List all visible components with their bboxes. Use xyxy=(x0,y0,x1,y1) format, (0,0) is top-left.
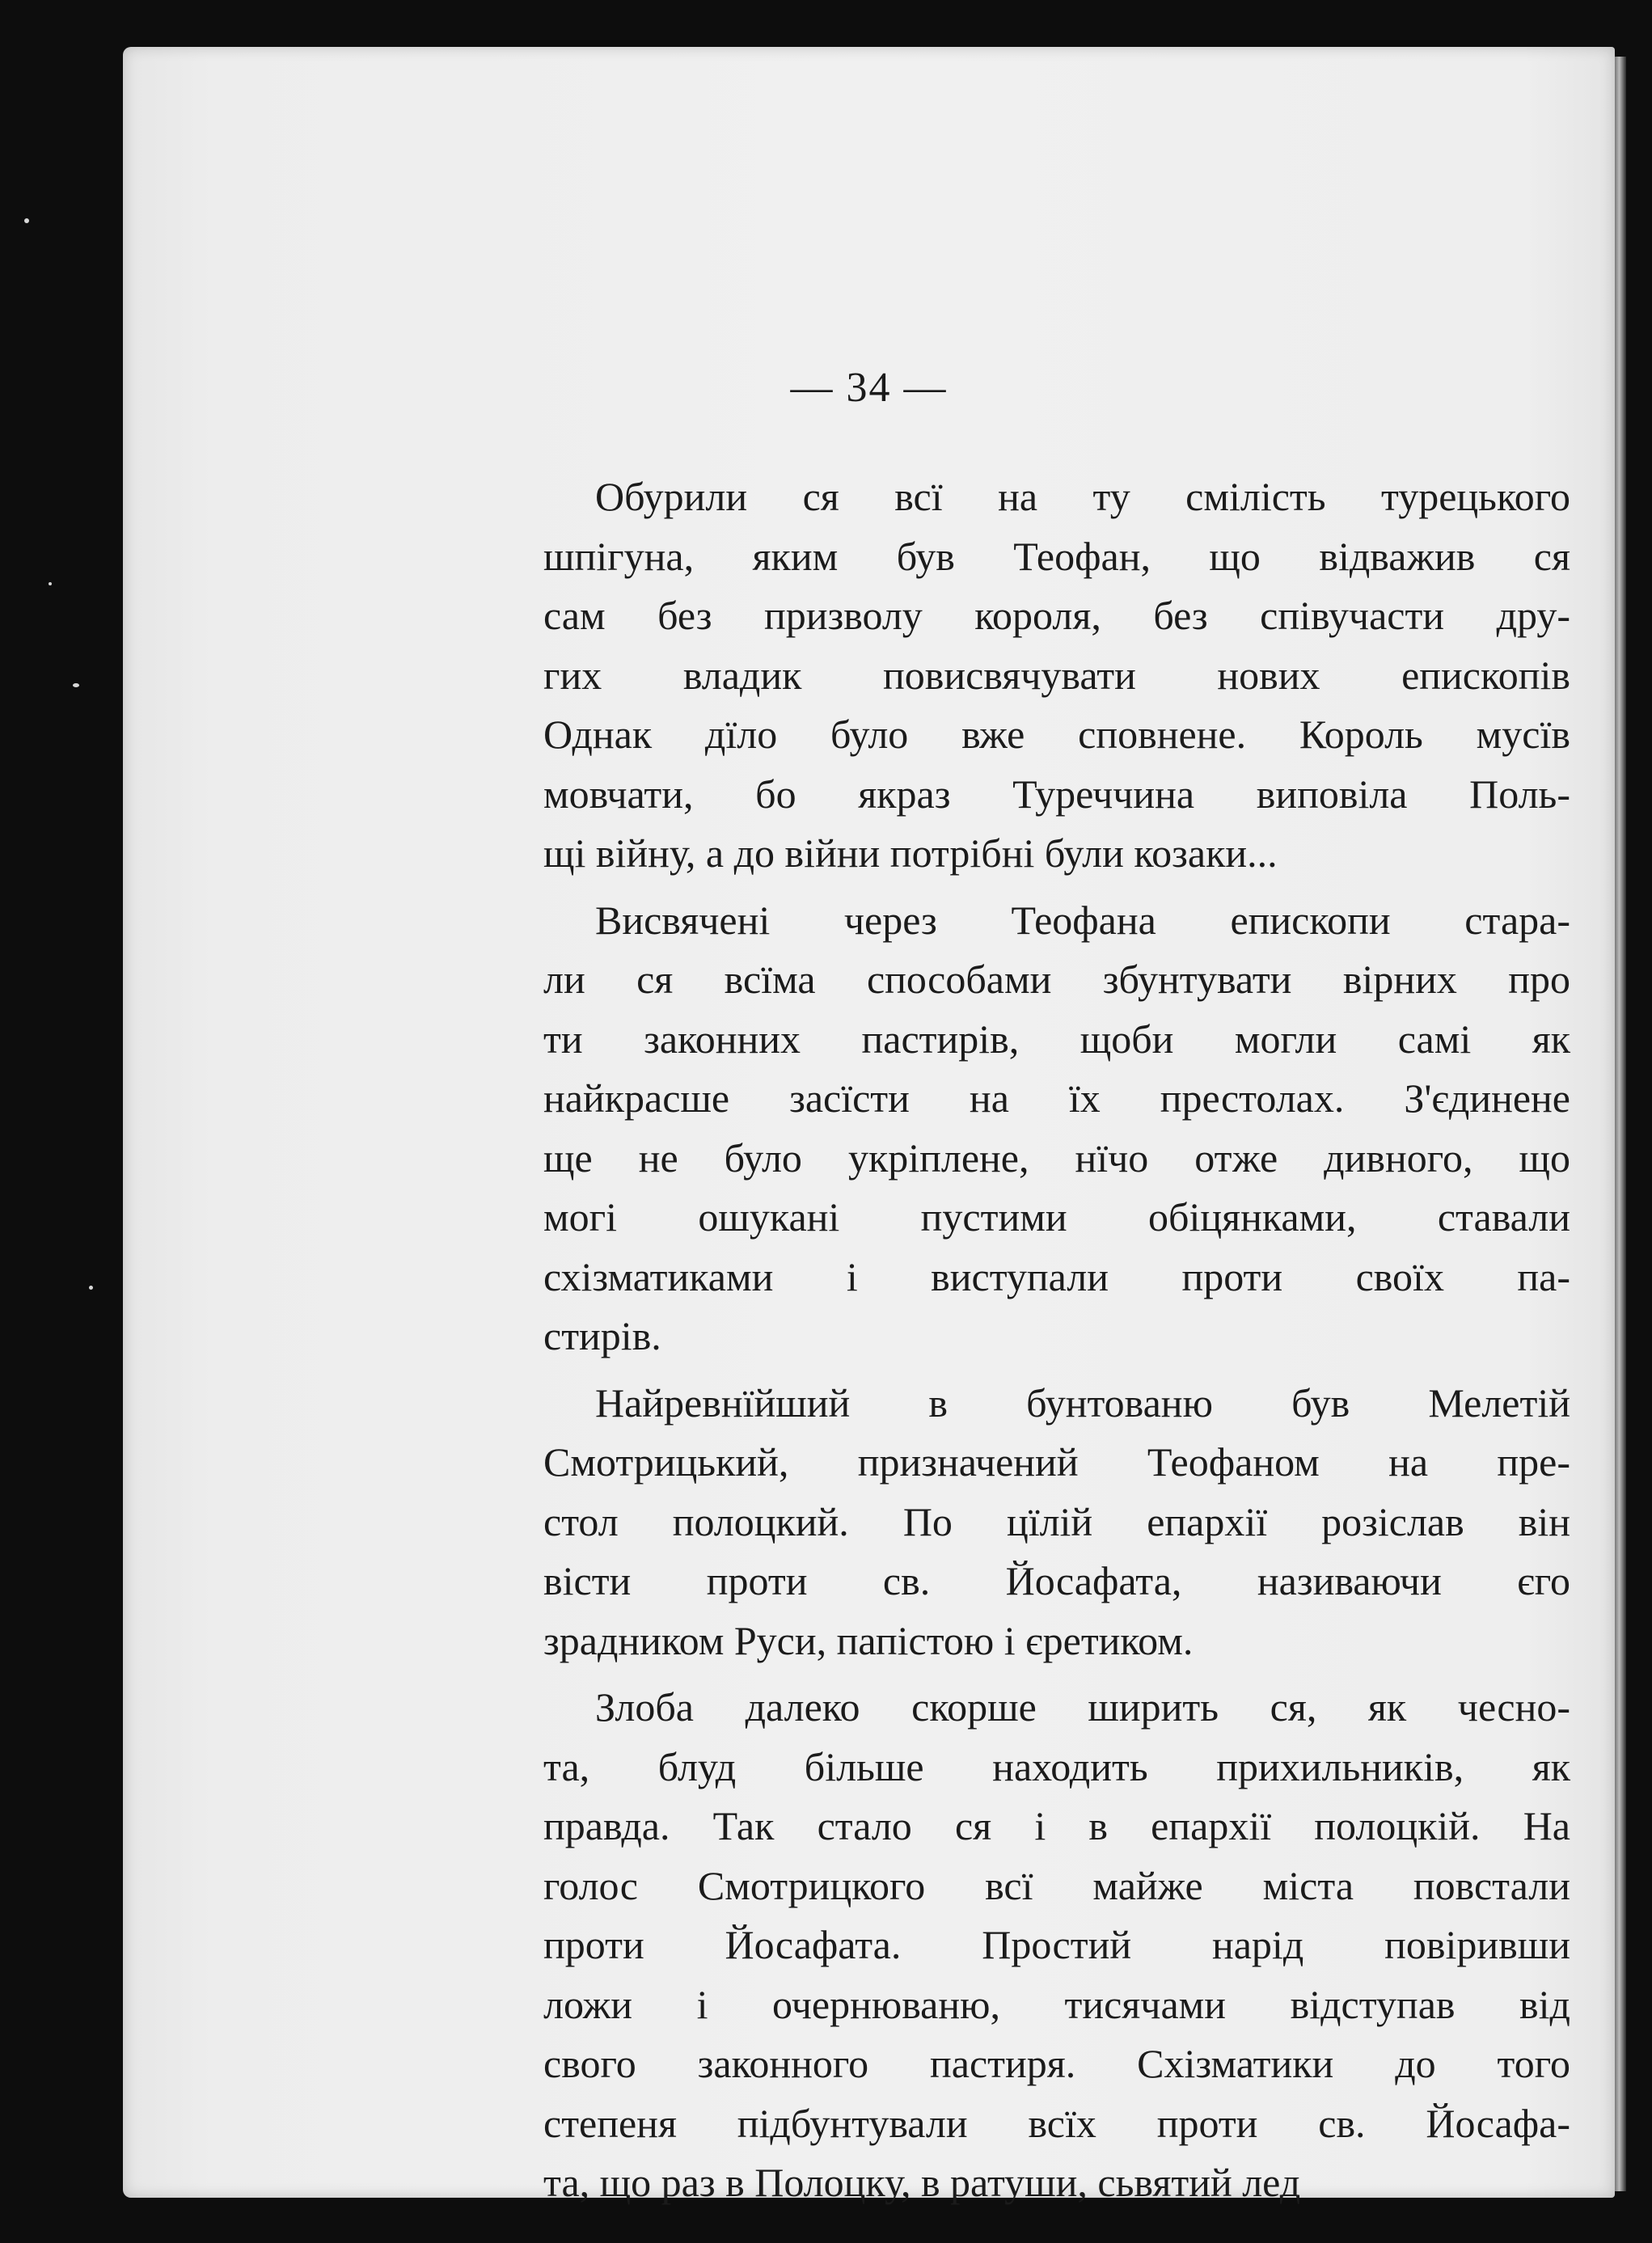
text-line: зрадником Руси, папістою і єретиком. xyxy=(543,1617,1194,1663)
text-line: степеня підбунтували всїх проти св. Йосафа- xyxy=(543,2100,1570,2146)
paragraph xyxy=(543,1678,1570,2213)
paragraph xyxy=(543,891,1570,1366)
text-line: Злоба далеко скорше ширить ся, як чесно- xyxy=(595,1684,1570,1730)
text-line: могі ошукані пустими обіцянками, ставали xyxy=(543,1194,1570,1240)
text-line: мовчати, бо якраз Туреччина виповіла Поль- xyxy=(543,771,1570,817)
scan-speck xyxy=(49,582,52,585)
scan-speck xyxy=(24,218,29,223)
text-line: Обурили ся всї на ту смілість турецького xyxy=(595,474,1570,519)
text-line: шпігуна, яким був Теофан, що відважив ся xyxy=(543,533,1570,579)
paragraph xyxy=(543,467,1570,884)
text-line: Висвячені через Теофана епископи стара- xyxy=(595,897,1570,943)
text-line: свого законного пастиря. Схізматики до того xyxy=(543,2041,1570,2086)
text-line: голос Смотрицкого всї майже міста повстали xyxy=(543,1862,1570,1908)
text-line: правда. Так стало ся і в епархії полоцкій. На xyxy=(543,1803,1570,1848)
text-line: гих владик повисвячувати нових епископів xyxy=(543,652,1570,698)
paragraph xyxy=(543,1374,1570,1671)
text-line: Смотрицький, призначений Теофаном на пре- xyxy=(543,1439,1570,1485)
text-line: схізматиками і виступали проти своїх па- xyxy=(543,1253,1570,1299)
text-line: ще не було укріплене, нїчо отже дивного, що xyxy=(543,1134,1570,1181)
text-line: стол полоцкий. По цїлій епархії розіслав він xyxy=(543,1498,1570,1544)
text-line: проти Йосафата. Простий нарід повіривши xyxy=(543,1922,1570,1967)
text-line: стирів. xyxy=(543,1313,661,1358)
text-line: Найревнїйший в бунтованю був Мелетій xyxy=(595,1379,1570,1426)
binding-edge xyxy=(1615,57,1626,2191)
text-line: та, що раз в Полоцку, в ратуши, сьвятий лед xyxy=(543,2160,1301,2205)
text-line: та, блуд більше находить прихильників, як xyxy=(543,1743,1570,1789)
text-line: Однак дїло було вже сповнене. Король мусїв xyxy=(543,712,1570,757)
text-line: найкрасше засїсти на їх престолах. З'єдинене xyxy=(543,1075,1570,1121)
page-number: — 34 — xyxy=(790,365,948,411)
text-line: ложи і очернюваню, тисячами відступав від xyxy=(543,1981,1570,2027)
text-line: щі війну, а до війни потрібні були козаки... xyxy=(543,830,1278,876)
scan-speck xyxy=(73,683,79,687)
body-text xyxy=(543,467,1570,2220)
text-line: сам без призволу короля, без співучасти дру- xyxy=(543,593,1570,638)
scan-speck xyxy=(89,1286,93,1290)
paper-page xyxy=(123,47,1615,2205)
text-line: ли ся всїма способами збунтувати вірних про xyxy=(543,957,1570,1002)
text-line: вісти проти св. Йосафата, називаючи єго xyxy=(543,1558,1570,1603)
text-line: ти законних пастирів, щоби могли самі як xyxy=(543,1016,1570,1062)
